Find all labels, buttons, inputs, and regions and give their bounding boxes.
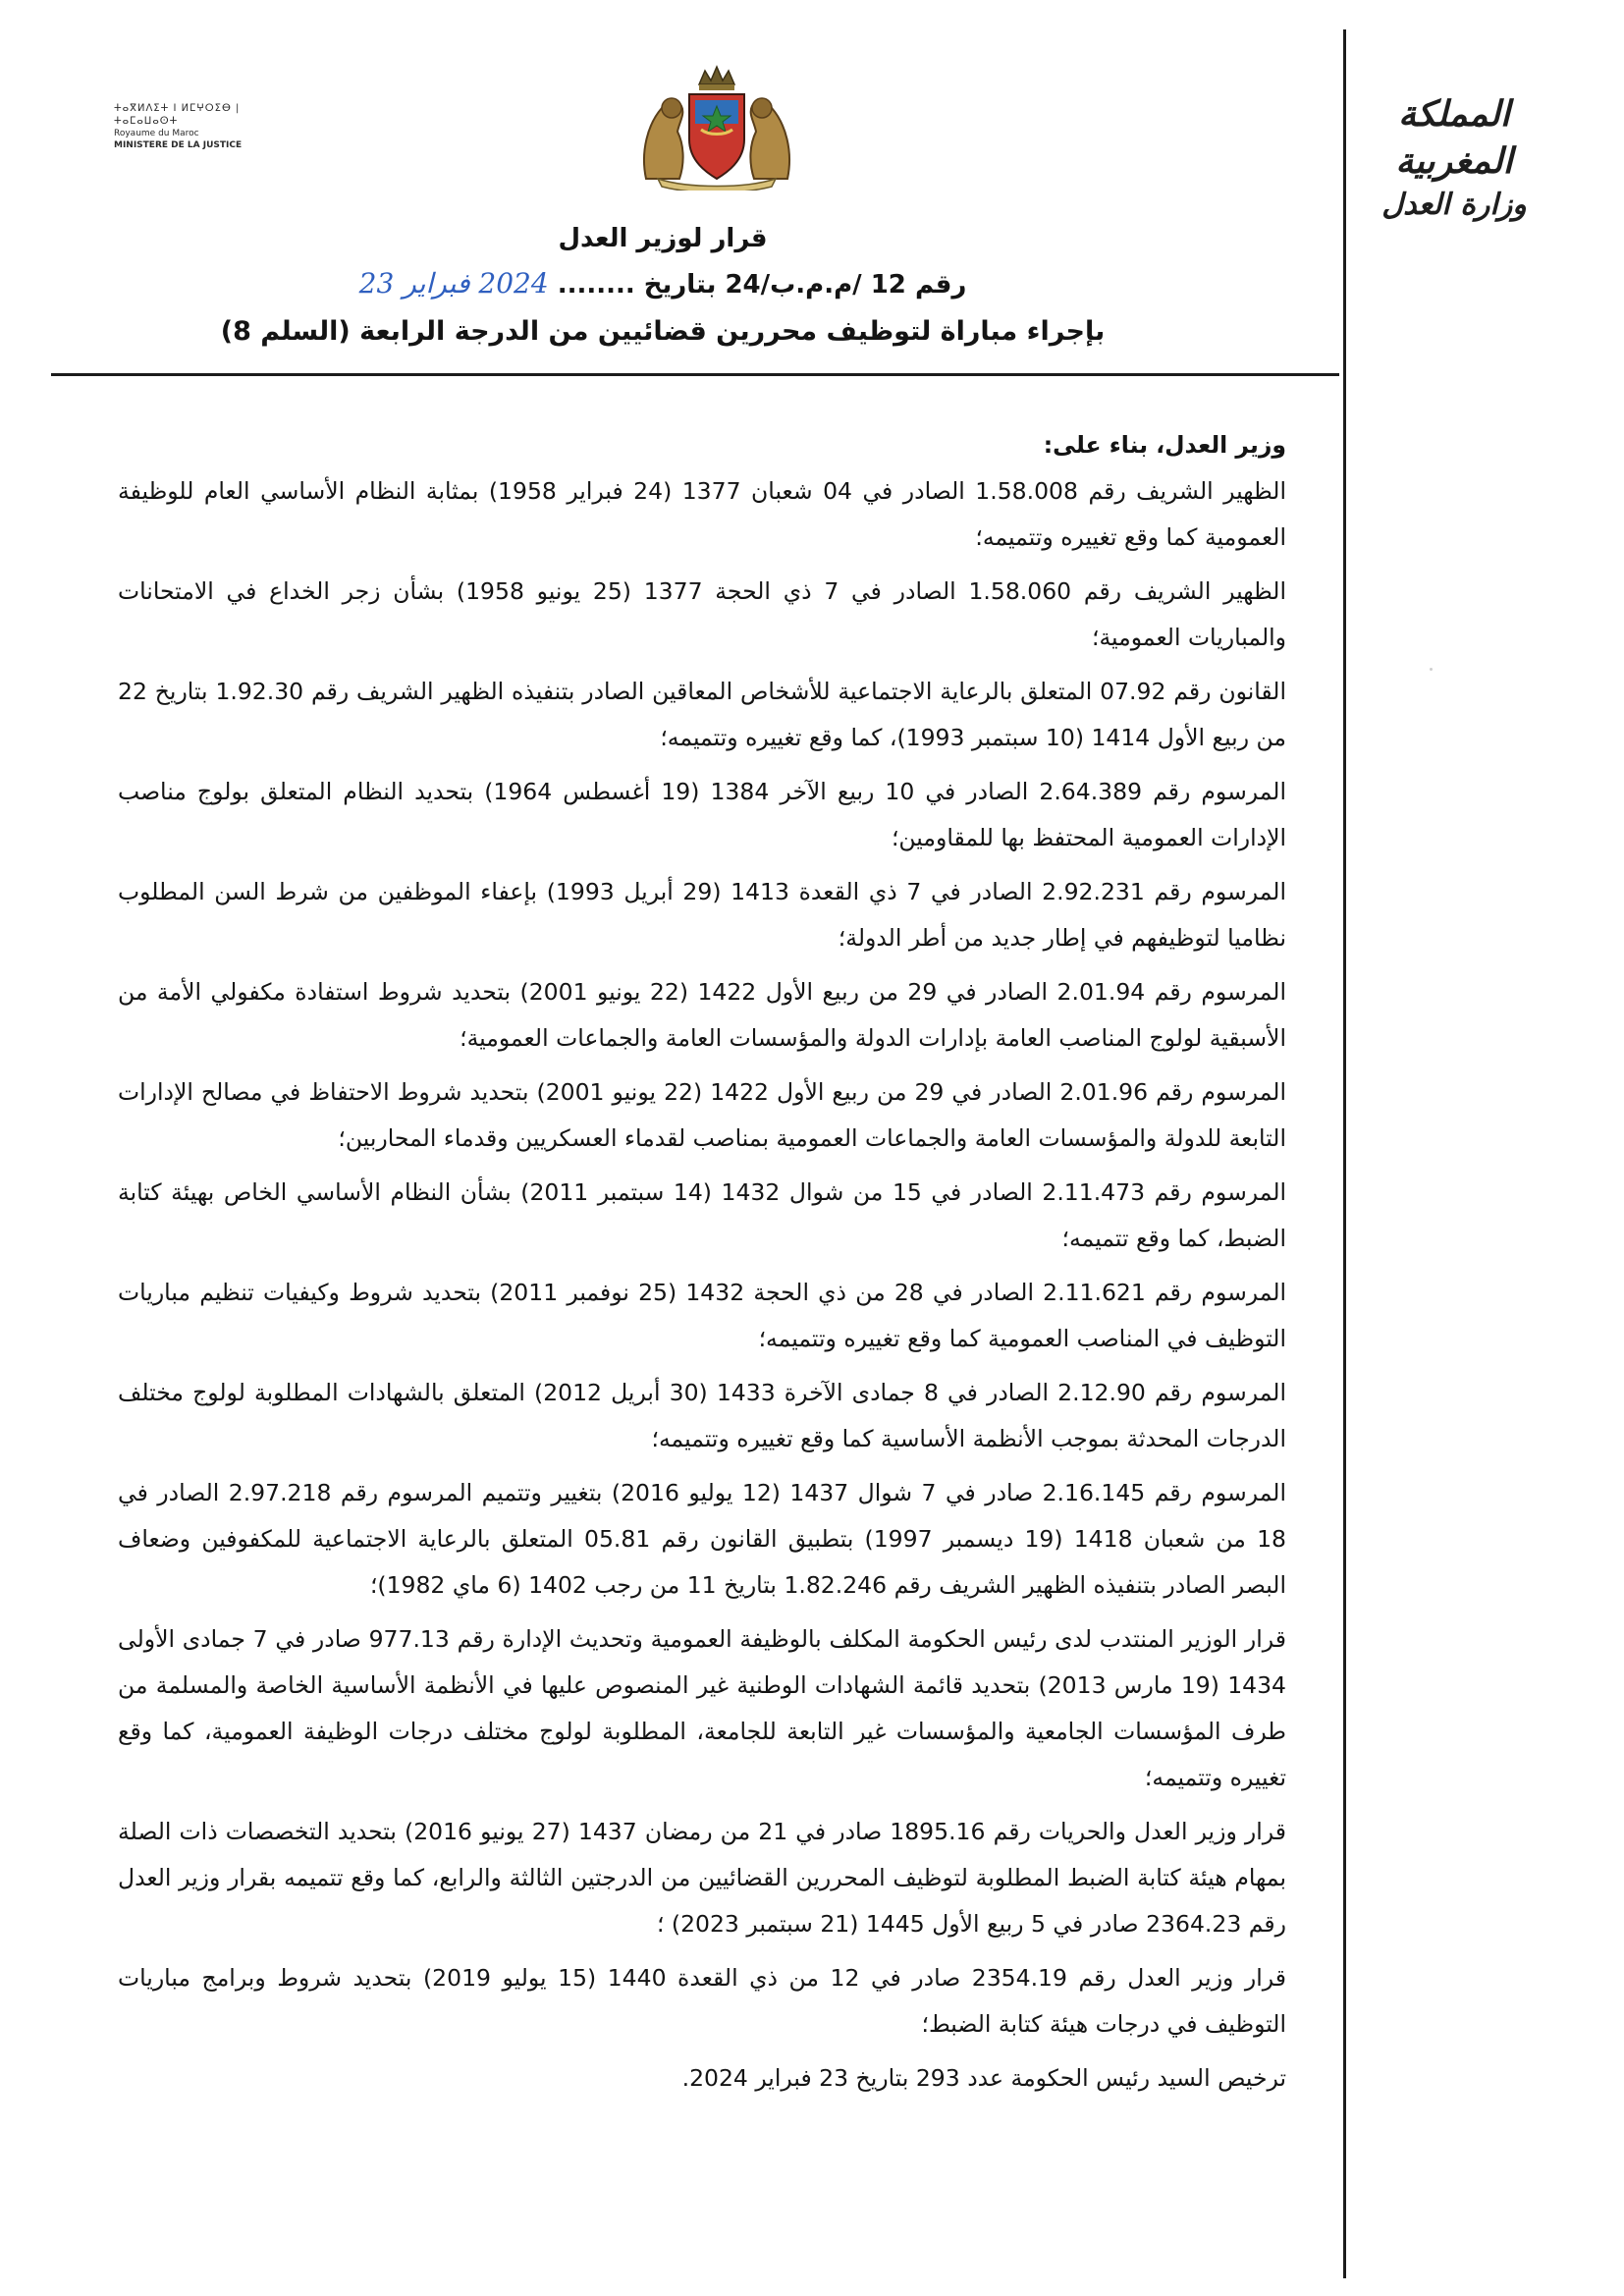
legal-reference: الظهير الشريف رقم 1.58.060 الصادر في 7 ذي الحجة 1377 (25 يونيو 1958) بشأن زجر الخداع في الامتحانات والمباريات العمومية؛ xyxy=(118,577,1286,651)
ministry-name: وزارة العدل xyxy=(1381,188,1527,222)
margin-rule-vertical xyxy=(1343,29,1346,2278)
legal-reference: المرسوم رقم 2.64.389 الصادر في 10 ربيع الآخر 1384 (19 أغسطس 1964) بتحديد النظام المتعلق بولوج مناصب الإدارات العمومية المحتفظ بها للمقاومين؛ xyxy=(118,778,1287,851)
legal-reference: قرار الوزير المنتدب لدى رئيس الحكومة المكلف بالوظيفة العمومية وتحديث الإدارة رقم 977.13 صادر في 7 جمادى الأولى 1434 (19 مارس 2013) بتحديد قائمة الشهادات الوطنية غير المنصوص عليها في الأنظمة الأساسية الخاصة والمسلمة من طرف المؤسسات الجامعية والمؤسسات غير التابعة للجامعة، المطلوبة لولوج مختلف درجات الوظيفة العمومية، كما وقع تغييره وتتميمه؛ xyxy=(118,1625,1286,1791)
legal-reference: المرسوم رقم 2.01.94 الصادر في 29 من ربيع الأول 1422 (22 يونيو 2001) بتحديد شروط استفادة مكفولي الأمة من الأسبقية لولوج المناصب العامة بإدارات الدولة والمؤسسات العامة والجماعات العمومية؛ xyxy=(118,978,1286,1052)
kingdom-name: المملكة المغربية xyxy=(1395,93,1513,182)
legal-reference: المرسوم رقم 2.92.231 الصادر في 7 ذي القعدة 1413 (29 أبريل 1993) بإعفاء الموظفين من شرط السن المطلوب نظاميا لتوظيفهم في إطار جديد من أطر الدولة؛ xyxy=(118,878,1286,952)
legal-reference: المرسوم رقم 2.12.90 الصادر في 8 جمادى الآخرة 1433 (30 أبريل 2012) المتعلق بالشهادات المطلوبة لولوج مختلف الدرجات المحدثة بموجب الأنظمة الأساسية كما وقع تغييره وتتميمه؛ xyxy=(118,1379,1286,1452)
legal-reference: المرسوم رقم 2.11.621 الصادر في 28 من ذي الحجة 1432 (25 نوفمبر 2011) بتحديد شروط وكيفيات تنظيم مباريات التوظيف في المناصب العمومية كما وقع تغييره وتتميمه؛ xyxy=(118,1279,1287,1352)
tifinagh-ministry-text: ⵜⴰⴳⵍⴷⵉⵜ ⵏ ⵍⵎⵖⵔⵉⴱ | ⵜⴰⵎⴰⵡⴰⵙⵜ xyxy=(114,103,241,127)
decision-number-line xyxy=(59,267,1267,300)
french-kingdom-text: Royaume du Maroc xyxy=(114,129,199,138)
legal-reference: الظهير الشريف رقم 1.58.008 الصادر في 04 شعبان 1377 (24 فبراير 1958) بمثابة النظام الأساسي العام للوظيفة العمومية كما وقع تغييره وتتميمه؛ xyxy=(118,477,1286,551)
decision-number: رقم 12 /م.م.ب/24 بتاريخ ........ xyxy=(557,270,967,300)
header-divider xyxy=(51,373,1339,376)
ministry-logo xyxy=(114,102,281,151)
preamble: وزير العدل، بناء على: xyxy=(1043,431,1286,459)
decision-body xyxy=(118,422,1286,2109)
royal-emblem-icon xyxy=(628,63,805,191)
handwritten-date: 2024 فبراير 23 xyxy=(358,267,549,300)
legal-reference: المرسوم رقم 2.01.96 الصادر في 29 من ربيع الأول 1422 (22 يونيو 2001) بتحديد شروط الاحتفاظ في مصالح الإدارات التابعة للدولة والمؤسسات العامة والجماعات العمومية بمناصب لقدماء العسكريين وقدماء المحاربين؛ xyxy=(118,1078,1287,1152)
decision-subject: بإجراء مباراة لتوظيف محررين قضائيين من الدرجة الرابعة (السلم 8) xyxy=(220,316,1106,347)
legal-reference: قرار وزير العدل والحريات رقم 1895.16 صادر في 21 من رمضان 1437 (27 يونيو 2016) بتحديد التخصصات ذات الصلة بمهام هيئة كتابة الضبط المطلوبة لتوظيف المحررين القضائيين من الدرجتين الثالثة والرابع، كما وقع تتميمه بقرار وزير العدل رقم 2364.23 صادر في 5 ربيع الأول 1445 (21 سبتمبر 2023) ؛ xyxy=(118,1818,1286,1938)
french-ministry-text: MINISTERE DE LA JUSTICE xyxy=(114,140,243,150)
authorization-line: ترخيص السيد رئيس الحكومة عدد 293 بتاريخ 23 فبراير 2024. xyxy=(681,2064,1286,2092)
legal-reference: المرسوم رقم 2.16.145 صادر في 7 شوال 1437 (12 يوليو 2016) بتغيير وتتميم المرسوم رقم 2.97.218 الصادر في 18 من شعبان 1418 (19 ديسمبر 1997) بتطبيق القانون رقم 05.81 المتعلق بالرعاية الاجتماعية للمكفوفين وضعاف البصر الصادر بتنفيذه الظهير الشريف رقم 1.82.246 بتاريخ 11 من رجب 1402 (6 ماي 1982)؛ xyxy=(118,1479,1286,1599)
legal-reference: قرار وزير العدل رقم 2354.19 صادر في 12 من ذي القعدة 1440 (15 يوليو 2019) بتحديد شروط وبرامج مباريات التوظيف في درجات هيئة كتابة الضبط؛ xyxy=(118,1964,1286,2038)
kingdom-heading xyxy=(1361,90,1547,226)
decision-title: قرار لوزير العدل xyxy=(558,224,768,253)
legal-reference: القانون رقم 07.92 المتعلق بالرعاية الاجتماعية للأشخاص المعاقين الصادر بتنفيذه الظهير الشريف رقم 1.92.30 بتاريخ 22 من ربيع الأول 1414 (10 سبتمبر 1993)، كما وقع تغييره وتتميمه؛ xyxy=(118,678,1286,751)
scan-speck xyxy=(1430,668,1433,671)
legal-reference: المرسوم رقم 2.11.473 الصادر في 15 من شوال 1432 (14 سبتمبر 2011) بشأن النظام الأساسي الخاص بهيئة كتابة الضبط، كما وقع تتميمه؛ xyxy=(118,1178,1287,1252)
